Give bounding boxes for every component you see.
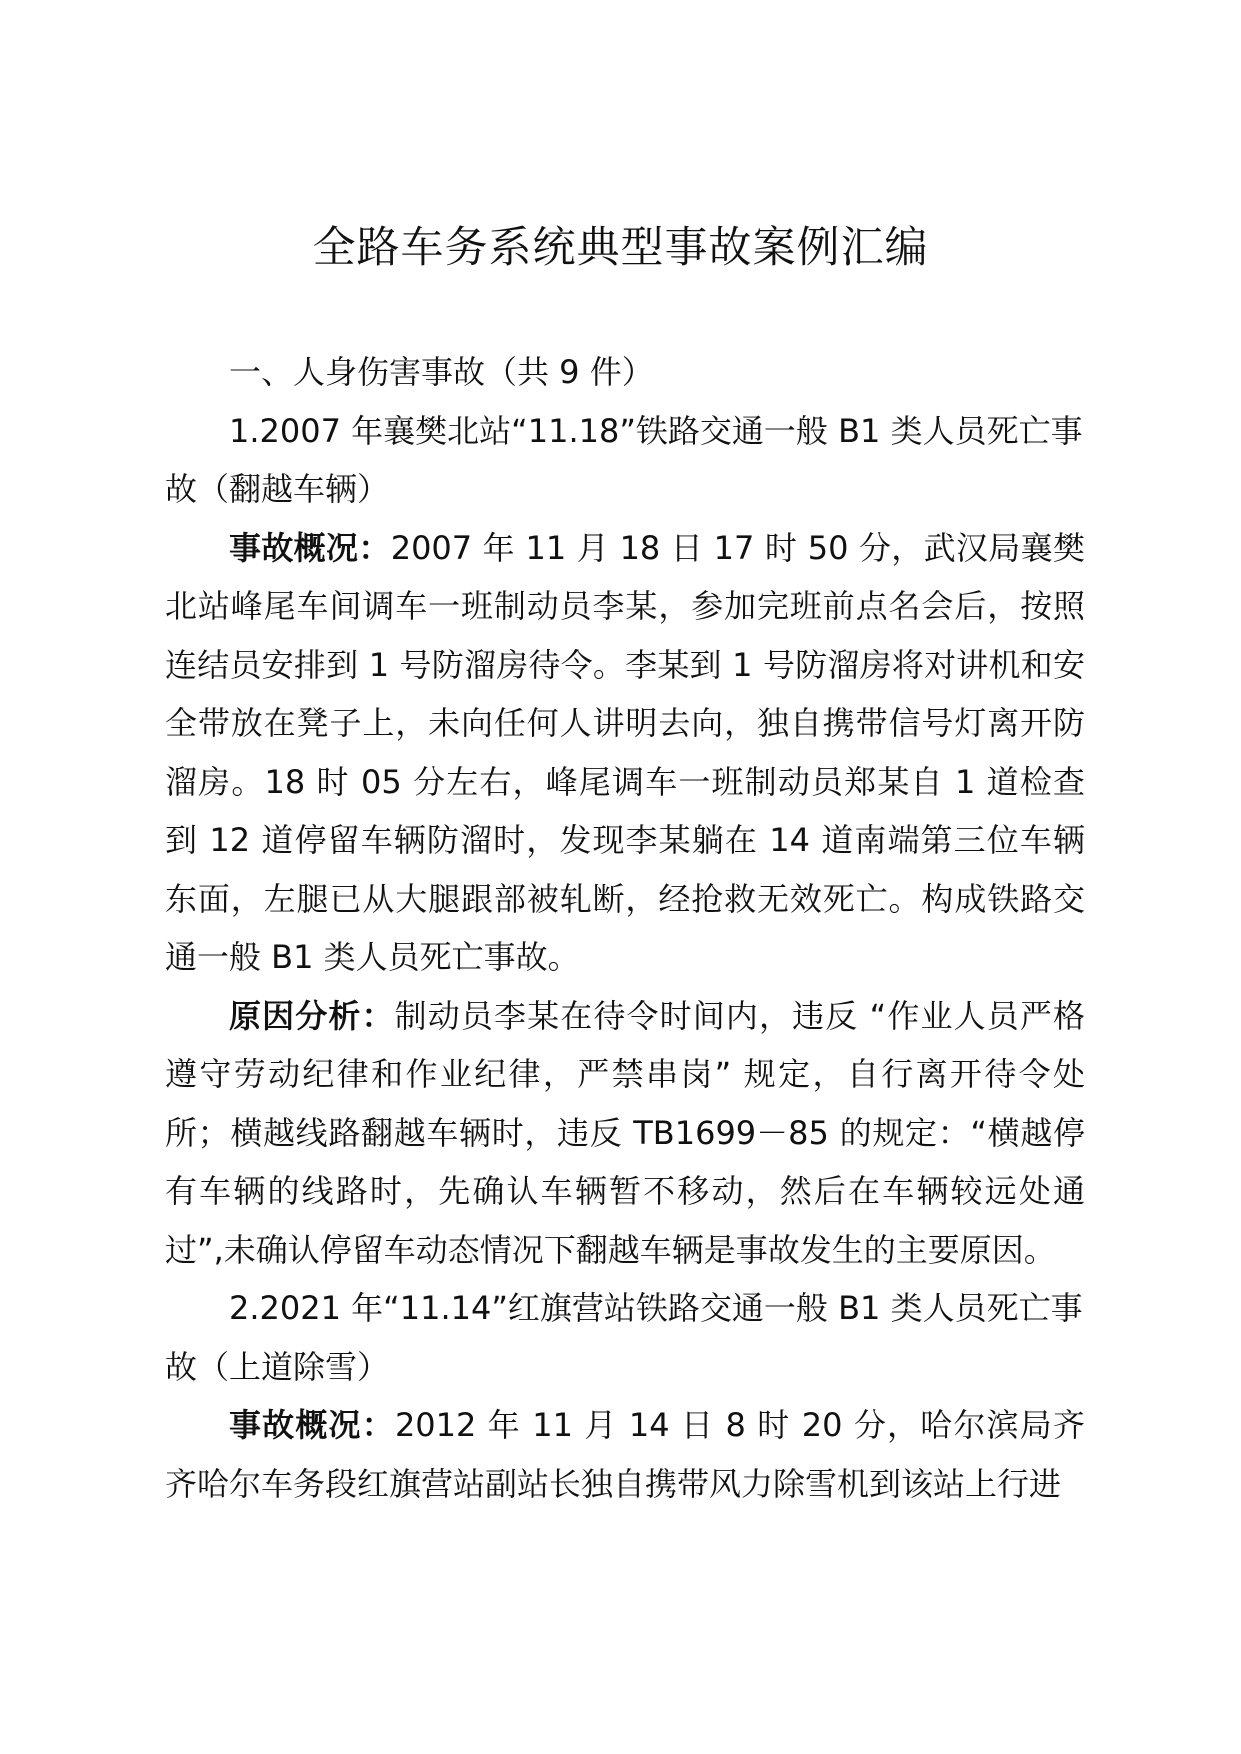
cause-text: 制动员李某在待令时间内，违反 “作业人员严格遵守劳动纪律和作业纪律，严禁串岗” 规定，自行离开待令处所；横越线路翻越车辆时，违反 TB1699－85 的规定：“横越停有车辆的线路时，先确认车辆暂不移动，然后在车辆较远处通过”,未确认停留车动态情况下翻越车辆是事故发生的主要原因。 [165, 996, 1085, 1269]
overview-text: 2012 年 11 月 14 日 8 时 20 分，哈尔滨局齐齐哈尔车务段红旗营站副站长独自携带风力除雪机到该站上行进 [165, 1406, 1085, 1503]
section-heading: 一、人身伤害事故（共 9 件） [229, 353, 654, 391]
case-2-overview [165, 1396, 1085, 1513]
case-1-heading: 1.2007 年襄樊北站“11.18”铁路交通一般 B1 类人员死亡事故（翻越车辆） [165, 411, 1083, 508]
overview-text: 2007 年 11 月 18 日 17 时 50 分，武汉局襄樊北站峰尾车间调车一班制动员李某，参加完班前点名会后，按照连结员安排到 1 号防溜房待令。李某到 1 号防溜房将对讲机和安全带放在凳子上，未向任何人讲明去向，独自携带信号灯离开防溜房。18 时 05 分左右，峰尾调车一班制动员郑某自 1 道检查到 12 道停留车辆防溜时，发现李某躺在 14 道南端第三位车辆东面，左腿已从大腿跟部被轧断，经抢救无效死亡。构成铁路交通一般 B1 类人员死亡事故。 [165, 528, 1085, 976]
case-1-cause [165, 987, 1085, 1280]
overview-label: 事故概况： [229, 528, 391, 567]
overview-label: 事故概况： [229, 1406, 395, 1444]
case-1-overview [165, 519, 1085, 987]
case-2-heading: 2.2021 年“11.14”红旗营站铁路交通一般 B1 类人员死亡事故（上道除雪） [165, 1289, 1083, 1386]
document-title: 全路车务系统典型事故案例汇编 [312, 223, 929, 273]
document-body [165, 343, 1085, 1513]
cause-label: 原因分析： [229, 996, 395, 1035]
